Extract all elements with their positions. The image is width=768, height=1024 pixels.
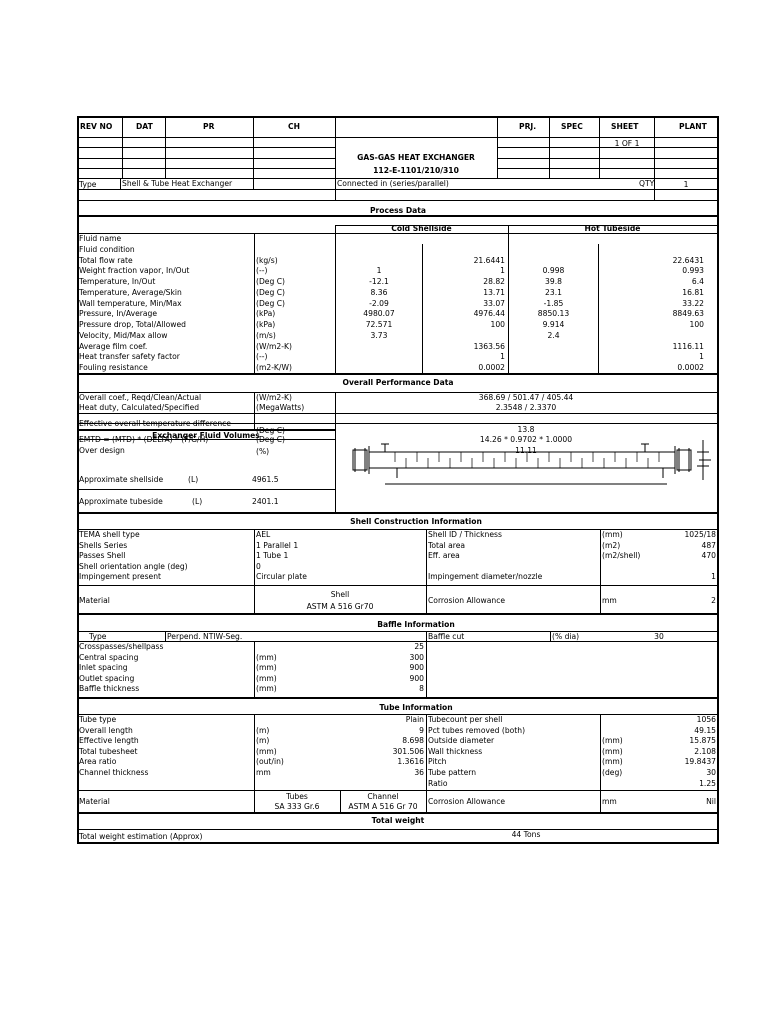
shell-corrosion-value: 2 bbox=[711, 596, 716, 605]
tube-corrosion-label: Corrosion Allowance bbox=[428, 797, 506, 806]
perf-value: 11.11 bbox=[515, 446, 537, 455]
hot-in-value: 8850.13 bbox=[537, 309, 570, 319]
tube-row-unit-right: (deg) bbox=[602, 768, 623, 777]
plant-heading: PLANT bbox=[679, 122, 707, 131]
shell-row-label: Passes Shell bbox=[79, 551, 126, 560]
baffle-type-label: Type bbox=[89, 632, 107, 641]
hot-out-value: 22.6431 bbox=[672, 255, 704, 265]
process-row-label: Fluid name bbox=[79, 234, 122, 243]
process-row-unit: (kPa) bbox=[256, 320, 276, 330]
tube-title: Tube Information bbox=[379, 703, 453, 712]
process-row-unit: (m2-K/W) bbox=[256, 363, 292, 373]
process-row-label: Fluid condition bbox=[79, 244, 135, 254]
baffle-row-value: 900 bbox=[409, 673, 424, 683]
cold-out-value: 1 bbox=[500, 266, 505, 276]
baffle-row-value: 8 bbox=[419, 684, 424, 694]
shell-row-label: TEMA shell type bbox=[79, 530, 140, 539]
hot-out-value: 100 bbox=[689, 320, 704, 330]
perf-label: Effective overall temperature difference bbox=[79, 419, 232, 428]
perf-unit: (W/m2-K) bbox=[256, 393, 292, 402]
shell-row-value-right: 470 bbox=[701, 551, 716, 560]
cold-in-value: -12.1 bbox=[369, 277, 389, 287]
cold-in-value: 4980.07 bbox=[363, 309, 395, 319]
tube-row-value-right: 49.15 bbox=[694, 725, 716, 735]
perf-value: 13.8 bbox=[517, 425, 535, 434]
cold-in-value: 72.571 bbox=[365, 320, 393, 330]
shell-corrosion-unit: mm bbox=[602, 596, 617, 605]
hot-in-value: 9.914 bbox=[542, 320, 565, 330]
total-weight-label: Total weight estimation (Approx) bbox=[79, 832, 203, 841]
channel-material-value: ASTM A 516 Gr 70 bbox=[348, 802, 418, 811]
process-row-unit: (--) bbox=[256, 266, 268, 276]
date-heading: DAT bbox=[136, 122, 153, 131]
baffle-row-value: 25 bbox=[414, 642, 424, 651]
shell-row-unit-right: (m2/shell) bbox=[602, 551, 641, 560]
cold-in-value: 1 bbox=[376, 266, 382, 276]
shell-material-label: Material bbox=[79, 596, 110, 605]
cold-out-value: 0.0002 bbox=[478, 363, 505, 373]
tube-row-unit: (m) bbox=[256, 736, 270, 746]
baffle-row-value: 300 bbox=[409, 652, 424, 662]
cold-in-value: -2.09 bbox=[369, 298, 389, 308]
baffle-row-label: Crosspasses/shellpass bbox=[79, 642, 164, 651]
cold-in-value: 3.73 bbox=[370, 330, 388, 340]
rev-no-heading: REV NO bbox=[80, 122, 113, 131]
tube-row-unit: mm bbox=[256, 768, 271, 777]
tube-row-label-right: Pitch bbox=[428, 757, 447, 767]
shell-row-value-right: 1 bbox=[711, 572, 716, 581]
tube-row-value: 8.698 bbox=[402, 736, 424, 746]
process-row-label: Fouling resistance bbox=[79, 363, 148, 373]
tube-row-unit: (mm) bbox=[256, 746, 277, 756]
perf-value: 14.26 * 0.9702 * 1.0000 bbox=[479, 435, 573, 444]
process-row-label: Average film coef. bbox=[79, 341, 148, 351]
tube-row-value: 9 bbox=[419, 725, 424, 735]
shell-material-head: Shell bbox=[330, 590, 350, 599]
shell-row-value: AEL bbox=[256, 530, 271, 539]
process-row-unit: (kg/s) bbox=[256, 255, 278, 265]
process-row-unit: (m/s) bbox=[256, 330, 276, 340]
tube-row-label: Channel thickness bbox=[79, 768, 149, 777]
cold-out-value: 33.07 bbox=[483, 298, 505, 308]
hot-out-value: 0.0002 bbox=[677, 363, 704, 373]
baffle-title: Baffle Information bbox=[377, 620, 455, 629]
perf-label: Over design bbox=[79, 446, 125, 455]
shell-row-label-right: Shell ID / Thickness bbox=[428, 530, 502, 539]
tube-row-label-right: Outside diameter bbox=[428, 736, 495, 746]
tube-row-value: 36 bbox=[414, 768, 424, 777]
process-row-unit: (Deg C) bbox=[256, 287, 285, 297]
connected-label: Connected in (series/parallel) bbox=[337, 179, 449, 188]
tube-row-unit: (m) bbox=[256, 725, 270, 735]
shell-row-value-right: 487 bbox=[701, 540, 716, 550]
perf-value: 2.3548 / 2.3370 bbox=[495, 403, 557, 412]
baffle-cut-value: 30 bbox=[654, 632, 664, 641]
baffle-type-value: Perpend. NTIW-Seg. bbox=[167, 632, 243, 641]
shell-row-unit-right: (mm) bbox=[602, 530, 623, 539]
shell-row-value: Circular plate bbox=[256, 572, 307, 581]
shell-row-value: 1 Tube 1 bbox=[256, 551, 289, 560]
baffle-row-unit: (mm) bbox=[256, 673, 277, 683]
process-row-label: Temperature, Average/Skin bbox=[79, 287, 182, 297]
tube-row-unit: (out/in) bbox=[256, 757, 284, 767]
baffle-row-unit: (mm) bbox=[256, 684, 277, 694]
tube-row-unit-right: (mm) bbox=[602, 757, 623, 767]
type-value: Shell & Tube Heat Exchanger bbox=[122, 179, 233, 188]
process-row-label: Wall temperature, Min/Max bbox=[79, 298, 182, 308]
tube-row-label: Effective length bbox=[79, 736, 139, 746]
tube-row-label: Overall length bbox=[79, 725, 133, 735]
qty-label: QTY bbox=[639, 179, 655, 188]
spec-heading: SPEC bbox=[561, 122, 583, 131]
qty-value: 1 bbox=[683, 180, 689, 189]
tubeside-volume-label: Approximate tubeside bbox=[79, 497, 163, 506]
baffle-cut-unit: (% dia) bbox=[552, 632, 580, 641]
performance-title: Overall Performance Data bbox=[342, 378, 454, 387]
process-row-unit: (Deg C) bbox=[256, 298, 285, 308]
hot-out-value: 16.81 bbox=[682, 287, 704, 297]
hot-out-value: 0.993 bbox=[682, 266, 704, 276]
baffle-row-label: Central spacing bbox=[79, 652, 139, 662]
hot-out-value: 6.4 bbox=[691, 277, 704, 287]
shellside-volume-unit: (L) bbox=[188, 475, 199, 484]
shellside-volume-label: Approximate shellside bbox=[79, 475, 164, 484]
process-row-unit: (kPa) bbox=[256, 309, 276, 319]
checked-heading: CH bbox=[288, 122, 300, 131]
shell-row-label-right: Eff. area bbox=[428, 551, 460, 560]
cold-out-value: 1 bbox=[500, 352, 505, 362]
perf-value: 368.69 / 501.47 / 405.44 bbox=[478, 393, 574, 402]
prepared-heading: PR bbox=[203, 122, 215, 131]
tube-row-label-right: Pct tubes removed (both) bbox=[428, 725, 526, 735]
shell-row-label-right: Total area bbox=[428, 540, 466, 550]
process-row-unit: (--) bbox=[256, 352, 268, 362]
hot-in-value: 0.998 bbox=[542, 266, 565, 276]
hot-out-value: 1 bbox=[699, 352, 704, 362]
process-row-label: Heat transfer safety factor bbox=[79, 352, 180, 362]
tube-row-value-right: 2.108 bbox=[694, 746, 716, 756]
hot-in-value: -1.85 bbox=[543, 298, 564, 308]
cold-out-value: 100 bbox=[490, 320, 505, 330]
tube-material-label: Material bbox=[79, 797, 110, 806]
tube-row-value: Plain bbox=[405, 715, 424, 724]
process-row-label: Pressure drop, Total/Allowed bbox=[79, 320, 186, 330]
perf-label: EMTD = (MTD) * (DELTA) * (F/G/H) bbox=[79, 435, 209, 444]
cold-in-value: 8.36 bbox=[370, 287, 388, 297]
project-heading: PRJ. bbox=[519, 122, 537, 131]
cold-out-value: 1363.56 bbox=[473, 341, 505, 351]
tube-row-label-right: Wall thickness bbox=[428, 746, 483, 756]
hot-in-value: 39.8 bbox=[545, 277, 562, 287]
tube-row-label-right: Ratio bbox=[428, 778, 448, 788]
process-row-unit: (W/m2-K) bbox=[256, 341, 292, 351]
baffle-row-label: Inlet spacing bbox=[79, 663, 128, 673]
shell-row-value-right: 1025/18 bbox=[684, 530, 716, 539]
tube-row-value-right: 15.875 bbox=[689, 736, 716, 746]
sheet-value: 1 OF 1 bbox=[614, 139, 640, 148]
hot-out-value: 1116.11 bbox=[672, 341, 704, 351]
tube-row-unit-right: (mm) bbox=[602, 746, 623, 756]
perf-unit: (Deg C) bbox=[256, 426, 285, 435]
cold-out-value: 28.82 bbox=[483, 277, 505, 287]
hot-tubeside-title: Hot Tubeside bbox=[584, 224, 641, 233]
hot-out-value: 8849.63 bbox=[672, 309, 704, 319]
tube-corrosion-unit: mm bbox=[602, 797, 617, 806]
process-row-label: Pressure, In/Average bbox=[79, 309, 158, 319]
tube-row-unit-right: (mm) bbox=[602, 736, 623, 746]
hot-in-value: 23.1 bbox=[545, 287, 562, 297]
tube-row-value-right: 19.8437 bbox=[684, 757, 716, 767]
cold-out-value: 21.6441 bbox=[473, 255, 505, 265]
shell-row-label: Shells Series bbox=[79, 540, 128, 550]
hot-out-value: 33.22 bbox=[682, 298, 704, 308]
perf-unit: (%) bbox=[256, 447, 270, 456]
baffle-cut-label: Baffle cut bbox=[428, 632, 465, 641]
perf-unit: (MegaWatts) bbox=[256, 403, 305, 412]
tube-row-value-right: 1056 bbox=[696, 715, 716, 724]
process-row-label: Velocity, Mid/Max allow bbox=[79, 330, 168, 340]
shellside-volume-value: 4961.5 bbox=[252, 475, 279, 484]
process-row-label: Weight fraction vapor, In/Out bbox=[79, 266, 190, 276]
shell-construction-title: Shell Construction Information bbox=[350, 517, 482, 526]
shell-row-unit-right: (m2) bbox=[602, 540, 621, 550]
tube-row-value: 1.3616 bbox=[397, 757, 424, 767]
perf-label: Overall coef., Reqd/Clean/Actual bbox=[79, 393, 202, 402]
cold-out-value: 13.71 bbox=[483, 287, 505, 297]
shell-corrosion-label: Corrosion Allowance bbox=[428, 596, 506, 605]
process-row-label: Temperature, In/Out bbox=[79, 277, 156, 287]
process-data-title: Process Data bbox=[369, 206, 427, 215]
tube-row-value: 301.506 bbox=[392, 746, 424, 756]
tubeside-volume-unit: (L) bbox=[192, 497, 203, 506]
tube-row-label-right: Tube pattern bbox=[428, 768, 477, 777]
tube-corrosion-value: Nil bbox=[706, 797, 716, 806]
tube-row-value-right: 30 bbox=[706, 768, 716, 777]
tube-row-label: Tube type bbox=[79, 715, 117, 724]
cold-out-value: 4976.44 bbox=[473, 309, 505, 319]
channel-material-head: Channel bbox=[367, 792, 399, 801]
cold-shellside-title: Cold Shellside bbox=[391, 224, 452, 233]
process-row-unit: (Deg C) bbox=[256, 277, 285, 287]
tubes-material-head: Tubes bbox=[286, 792, 308, 801]
tube-row-value-right: 1.25 bbox=[699, 778, 716, 788]
tubeside-volume-value: 2401.1 bbox=[252, 497, 279, 506]
perf-unit: (Deg C) bbox=[256, 435, 285, 444]
tube-row-label-right: Tubecount per shell bbox=[428, 715, 503, 724]
total-weight-value: 44 Tons bbox=[511, 830, 541, 839]
shell-row-label: Impingement present bbox=[79, 572, 162, 581]
baffle-row-value: 900 bbox=[409, 663, 424, 673]
baffle-row-label: Outlet spacing bbox=[79, 673, 135, 683]
datasheet bbox=[77, 116, 719, 844]
shell-row-label: Shell orientation angle (deg) bbox=[79, 561, 188, 571]
baffle-row-unit: (mm) bbox=[256, 663, 277, 673]
tube-row-label: Area ratio bbox=[79, 757, 117, 767]
shell-row-label-right: Impingement diameter/nozzle bbox=[428, 572, 543, 581]
type-label: Type bbox=[79, 180, 97, 189]
equipment-tag: 112-E-1101/210/310 bbox=[373, 166, 459, 175]
baffle-row-unit: (mm) bbox=[256, 652, 277, 662]
document-title: GAS-GAS HEAT EXCHANGER bbox=[357, 153, 475, 162]
hot-in-value: 2.4 bbox=[547, 330, 560, 340]
sheet-heading: SHEET bbox=[611, 122, 639, 131]
tubes-material-value: SA 333 Gr.6 bbox=[274, 802, 320, 811]
process-row-label: Total flow rate bbox=[79, 255, 133, 265]
baffle-row-label: Baffle thickness bbox=[79, 684, 140, 694]
perf-label: Heat duty, Calculated/Specified bbox=[79, 403, 200, 412]
shell-row-value: 1 Parallel 1 bbox=[256, 540, 299, 550]
exchanger-sketch bbox=[345, 434, 715, 494]
shell-material-value: ASTM A 516 Gr70 bbox=[306, 602, 374, 611]
tube-row-label: Total tubesheet bbox=[79, 746, 138, 756]
volumes-title: Exchanger Fluid Volumes bbox=[152, 431, 260, 440]
total-weight-title: Total weight bbox=[371, 816, 425, 825]
shell-row-value: 0 bbox=[256, 561, 261, 571]
